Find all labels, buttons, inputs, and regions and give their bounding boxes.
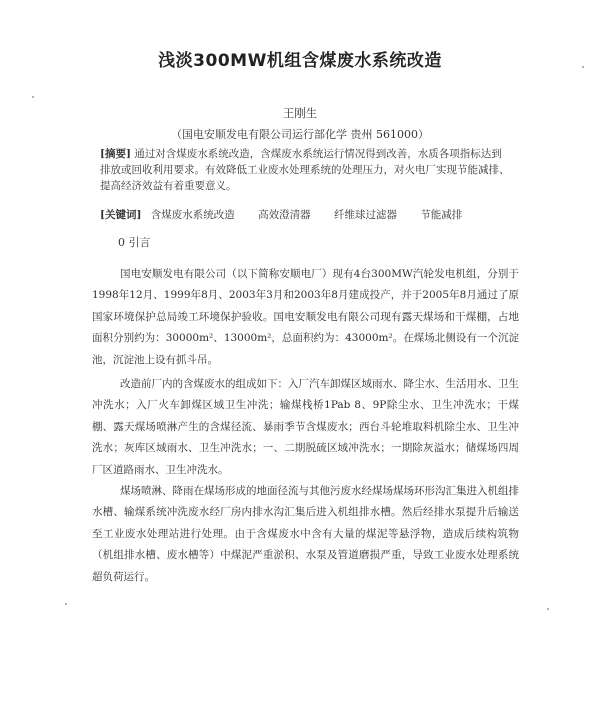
paper-title: 浅淡300MW机组含煤废水系统改造 bbox=[158, 51, 442, 71]
keywords-label: [关键词] bbox=[100, 209, 142, 221]
author-name: 王刚生 bbox=[282, 106, 318, 120]
abstract-text: 通过对含煤废水系统改造，含煤废水系统运行情况得到改善，水质各项指标达到排放或回收利用要求。有效降低工业废水处理系统的处理压力，对火电厂实现节能减排、提高经济效益有着重要意义。 bbox=[100, 148, 510, 192]
scan-speck bbox=[65, 603, 67, 605]
author-affiliation: （国电安顺发电有限公司运行部化学 贵州 561000） bbox=[171, 128, 429, 141]
keyword-item: 含煤废水系统改造 bbox=[150, 209, 235, 221]
body-paragraph: 煤场喷淋、降雨在煤场形成的地面径流与其他污废水经煤场煤场环形沟汇集进入机组排水槽、输煤系统冲洗废水经厂房内排水沟汇集后进入机组排水槽。然后经排水泵提升后输送至工业废水处理站进行处理。由于含煤废水中含有大量的煤泥等悬浮物，造成后续构筑物（机组排水槽、废水槽等）中煤泥严重淤积、水泵及管道磨损严重，导致工业废水处理系统超负荷运行。 bbox=[92, 484, 519, 583]
keywords-block bbox=[100, 207, 512, 222]
body-paragraph: 改造前厂内的含煤废水的组成如下：入厂汽车卸煤区域雨水、降尘水、生活用水、卫生冲洗水；入厂火车卸煤区域卫生冲洗；输煤栈桥1Pab 8、9P除尘水、卫生冲洗水；干煤棚、露天煤场喷淋产生的含煤径流、暴雨季节含煤废水；西台斗轮堆取料机除尘水、卫生冲洗水；灰库区域雨水、卫生冲洗水；一、二期脱硫区域冲洗水；一期除灰溢水；储煤场四周厂区道路雨水、卫生冲洗水。 bbox=[92, 377, 519, 476]
scan-speck bbox=[547, 608, 549, 610]
scan-speck bbox=[32, 96, 34, 98]
section-heading: 0 引言 bbox=[118, 236, 151, 249]
keyword-item: 高效澄清器 bbox=[258, 209, 311, 221]
scan-speck bbox=[582, 66, 584, 68]
keyword-item: 纤维球过滤器 bbox=[333, 209, 397, 221]
body-paragraph: 国电安顺发电有限公司（以下简称安顺电厂）现有4台300MW汽轮发电机组，分别于1998年12月、1999年8月、2003年3月和2003年8月建成投产，并于2005年8月通过了原国家环境保护总局竣工环境保护验收。国电安顺发电有限公司现有露天煤场和干煤棚，占地面积分别约为：30000m²、13000m²，总面积约为：43000m²。在煤场北侧设有一个沉淀池，沉淀池上设有抓斗吊。 bbox=[92, 267, 519, 366]
keyword-item: 节能减排 bbox=[420, 209, 463, 221]
abstract-label: [摘要] bbox=[100, 148, 131, 160]
abstract-block bbox=[100, 146, 512, 194]
